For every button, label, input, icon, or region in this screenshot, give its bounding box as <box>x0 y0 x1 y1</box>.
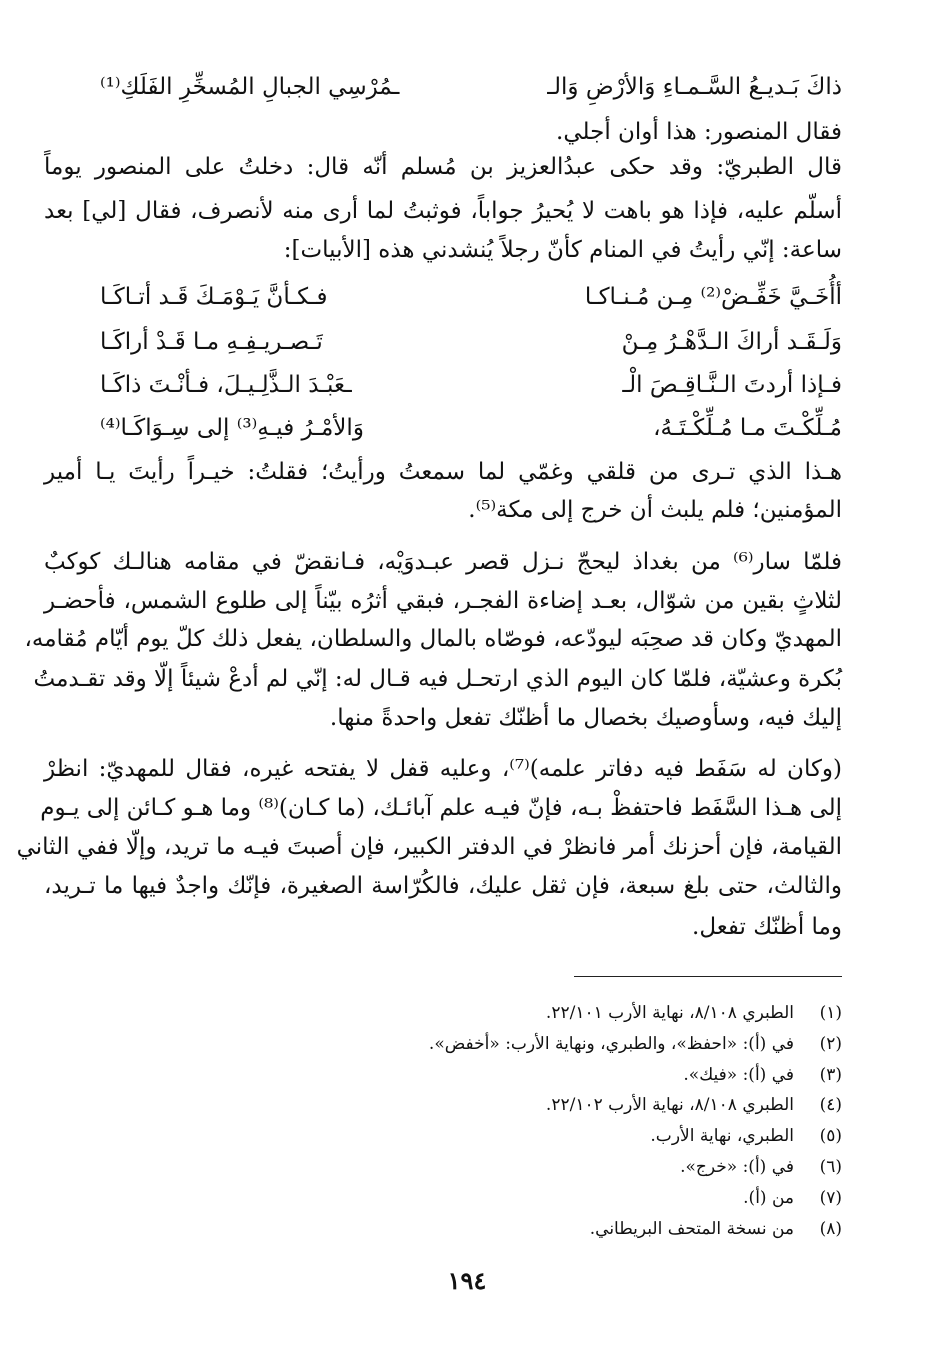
footnote-text: في (أ): «خرج». <box>680 1157 794 1177</box>
footnote <box>590 1218 842 1240</box>
footnote-number: (٢) <box>819 1034 842 1054</box>
verse-hemistich: وَالأمْـرُ فيـهِ⁽³⁾ إلى سِـوَاكَـا⁽⁴⁾ <box>100 415 364 441</box>
verse-1-second-hemistich: ـمُرْسِي الجبالِ المُسخِّرِ الفَلَكِ⁽¹⁾ <box>100 74 400 100</box>
paragraph-line: قال الطبريّ: وقد حكى عبدُالعزيز بن مُسلم أنّه قال: دخلتُ على المنصور يوماً <box>44 154 842 180</box>
footnote-number: (٥) <box>819 1126 842 1146</box>
footnote-text: في (أ): «فيك». <box>683 1065 794 1085</box>
verse-hemistich: أأُخَـيَّ خَفِّـضْ⁽²⁾ مِـن مُـنـاكـا <box>584 284 842 310</box>
paragraph-line: القيامة، فإن أحزنك أمر فانظرْ في الدفتر الكبير، فإن أصبتَ فيـه ما تريد، وإلّا ففي الثاني <box>16 834 842 860</box>
footnote-number: (٣) <box>819 1065 842 1085</box>
footnote <box>743 1187 842 1209</box>
footnote-number: (١) <box>819 1003 842 1023</box>
footnote <box>429 1033 842 1055</box>
paragraph-line: المؤمنين؛ فلم يلبث أن خرج إلى مكة⁽⁵⁾. <box>468 497 842 523</box>
verse-hemistich: فـكـأنَّ يَـوْمَـكَ قَـد أتـاكَـا <box>100 284 328 310</box>
paragraph-line: وما أظنّك تفعل. <box>692 914 842 940</box>
paragraph-line: (وكان له سَفَط فيه دفاتر علمه)⁽⁷⁾، وعليه قفل لا يفتحه غيره، فقال للمهديّ: انظرْ <box>44 756 842 782</box>
paragraph-line: بُكرة وعشيّة، فلمّا كان اليوم الذي ارتحـل فيه قـال له: إنّي لم أدعْ شيئاً إلّا وقد تقـدمتُ <box>33 666 842 692</box>
paragraph-line: والثالث، حتى بلغ سبعة، فإن ثقل عليك، فالكُرّاسة الصغيرة، فإنّك واجدٌ فيها ما تـريد، <box>44 873 842 899</box>
verse-1-first-hemistich: ذاكَ بَـديـعُ السَّـمـاءِ وَالأرْضِ وَالـ <box>547 74 842 100</box>
footnote <box>546 1002 842 1024</box>
footnote-text: الطبري، نهاية الأرب. <box>650 1126 794 1146</box>
footnote-number: (٦) <box>819 1157 842 1177</box>
footnote-text: من (أ). <box>743 1188 794 1208</box>
paragraph-line: هـذا الذي تـرى من قلقي وغمّي لما سمعتُ ورأيتُ؛ فقلتُ: خيـراً رأيتَ يـا أمير <box>44 459 842 485</box>
paragraph-line: ساعة: إنّي رأيتُ في المنام كأنّ رجلاً يُنشدني هذه [الأبيات]: <box>283 237 842 263</box>
footnote-text: في (أ): «احفظ»، والطبري، ونهاية الأرب: «أخفض». <box>428 1034 794 1054</box>
paragraph-line: المهديّ وكان قد صحِبَه ليودّعه، فوصّاه بالمال والسلطان، يفعل ذلك كلّ يوم أيّام مُقامه، <box>24 626 842 652</box>
paragraph-line: فقال المنصور: هذا أوان أجلي. <box>556 119 842 145</box>
verse-hemistich: تَـصـريـفِـهِ مـا قَـدْ أراكَـا <box>100 329 323 355</box>
footnote-separator <box>574 976 842 977</box>
paragraph-line: لثلاثٍ بقين من شوّال، بعـد إضاءة الفجـر، فبقي أثرُه بيّناً إلى طلوع الشمس، فأحضـر <box>44 588 842 614</box>
verse-hemistich: فـإذا أردتَ الـنَّـاقِـصَ الْـ <box>622 372 842 398</box>
verse-hemistich: مُـلِّكْـتَ مـا مُـلِّكْـتَـهُ، <box>653 415 842 441</box>
verse-hemistich: ـعَبْـدَ الـذَّلِـيـلَ، فـأنْـتَ ذاكَـا <box>100 372 352 398</box>
footnote <box>683 1064 842 1086</box>
footnote <box>546 1094 842 1116</box>
page-number: ١٩٤ <box>447 1266 487 1295</box>
paragraph-line: إليك فيه، وسأوصيك بخصال ما أظنّك تفعل واحدةً منها. <box>329 705 842 731</box>
footnote-number: (٨) <box>819 1219 842 1239</box>
verse-hemistich: وَلَـقَـد أراكَ الـدَّهْـرُ مِـنْ <box>621 329 842 355</box>
footnote <box>680 1156 842 1178</box>
footnote-number: (٤) <box>819 1095 842 1115</box>
paragraph-line: إلى هـذا السَّفَط فاحتفظْ بـه، فإنّ فيـه علم آبائـك، (ما كـان)⁽⁸⁾ وما هـو كـائن إلى يـوم <box>40 795 842 821</box>
paragraph-line: فلمّا سار⁽⁶⁾ من بغداذ ليحجّ نـزل قصر عبـدوَيْه، فـانقضّ في مقامه هنالـك كوكبٌ <box>44 549 842 575</box>
footnote-text: الطبري ٨/١٠٨، نهاية الأرب ٢٢/١٠١. <box>545 1003 794 1023</box>
footnote-text: من نسخة المتحف البريطاني. <box>589 1219 794 1239</box>
footnote-text: الطبري ٨/١٠٨، نهاية الأرب ٢٢/١٠٢. <box>545 1095 794 1115</box>
paragraph-line: أسلّم عليه، فإذا هو باهت لا يُحيرُ جواباً، فوثبتُ لما أرى منه لأنصرف، فقال [لي] بعد <box>44 198 842 224</box>
footnote <box>650 1125 842 1147</box>
footnote-number: (٧) <box>819 1188 842 1208</box>
